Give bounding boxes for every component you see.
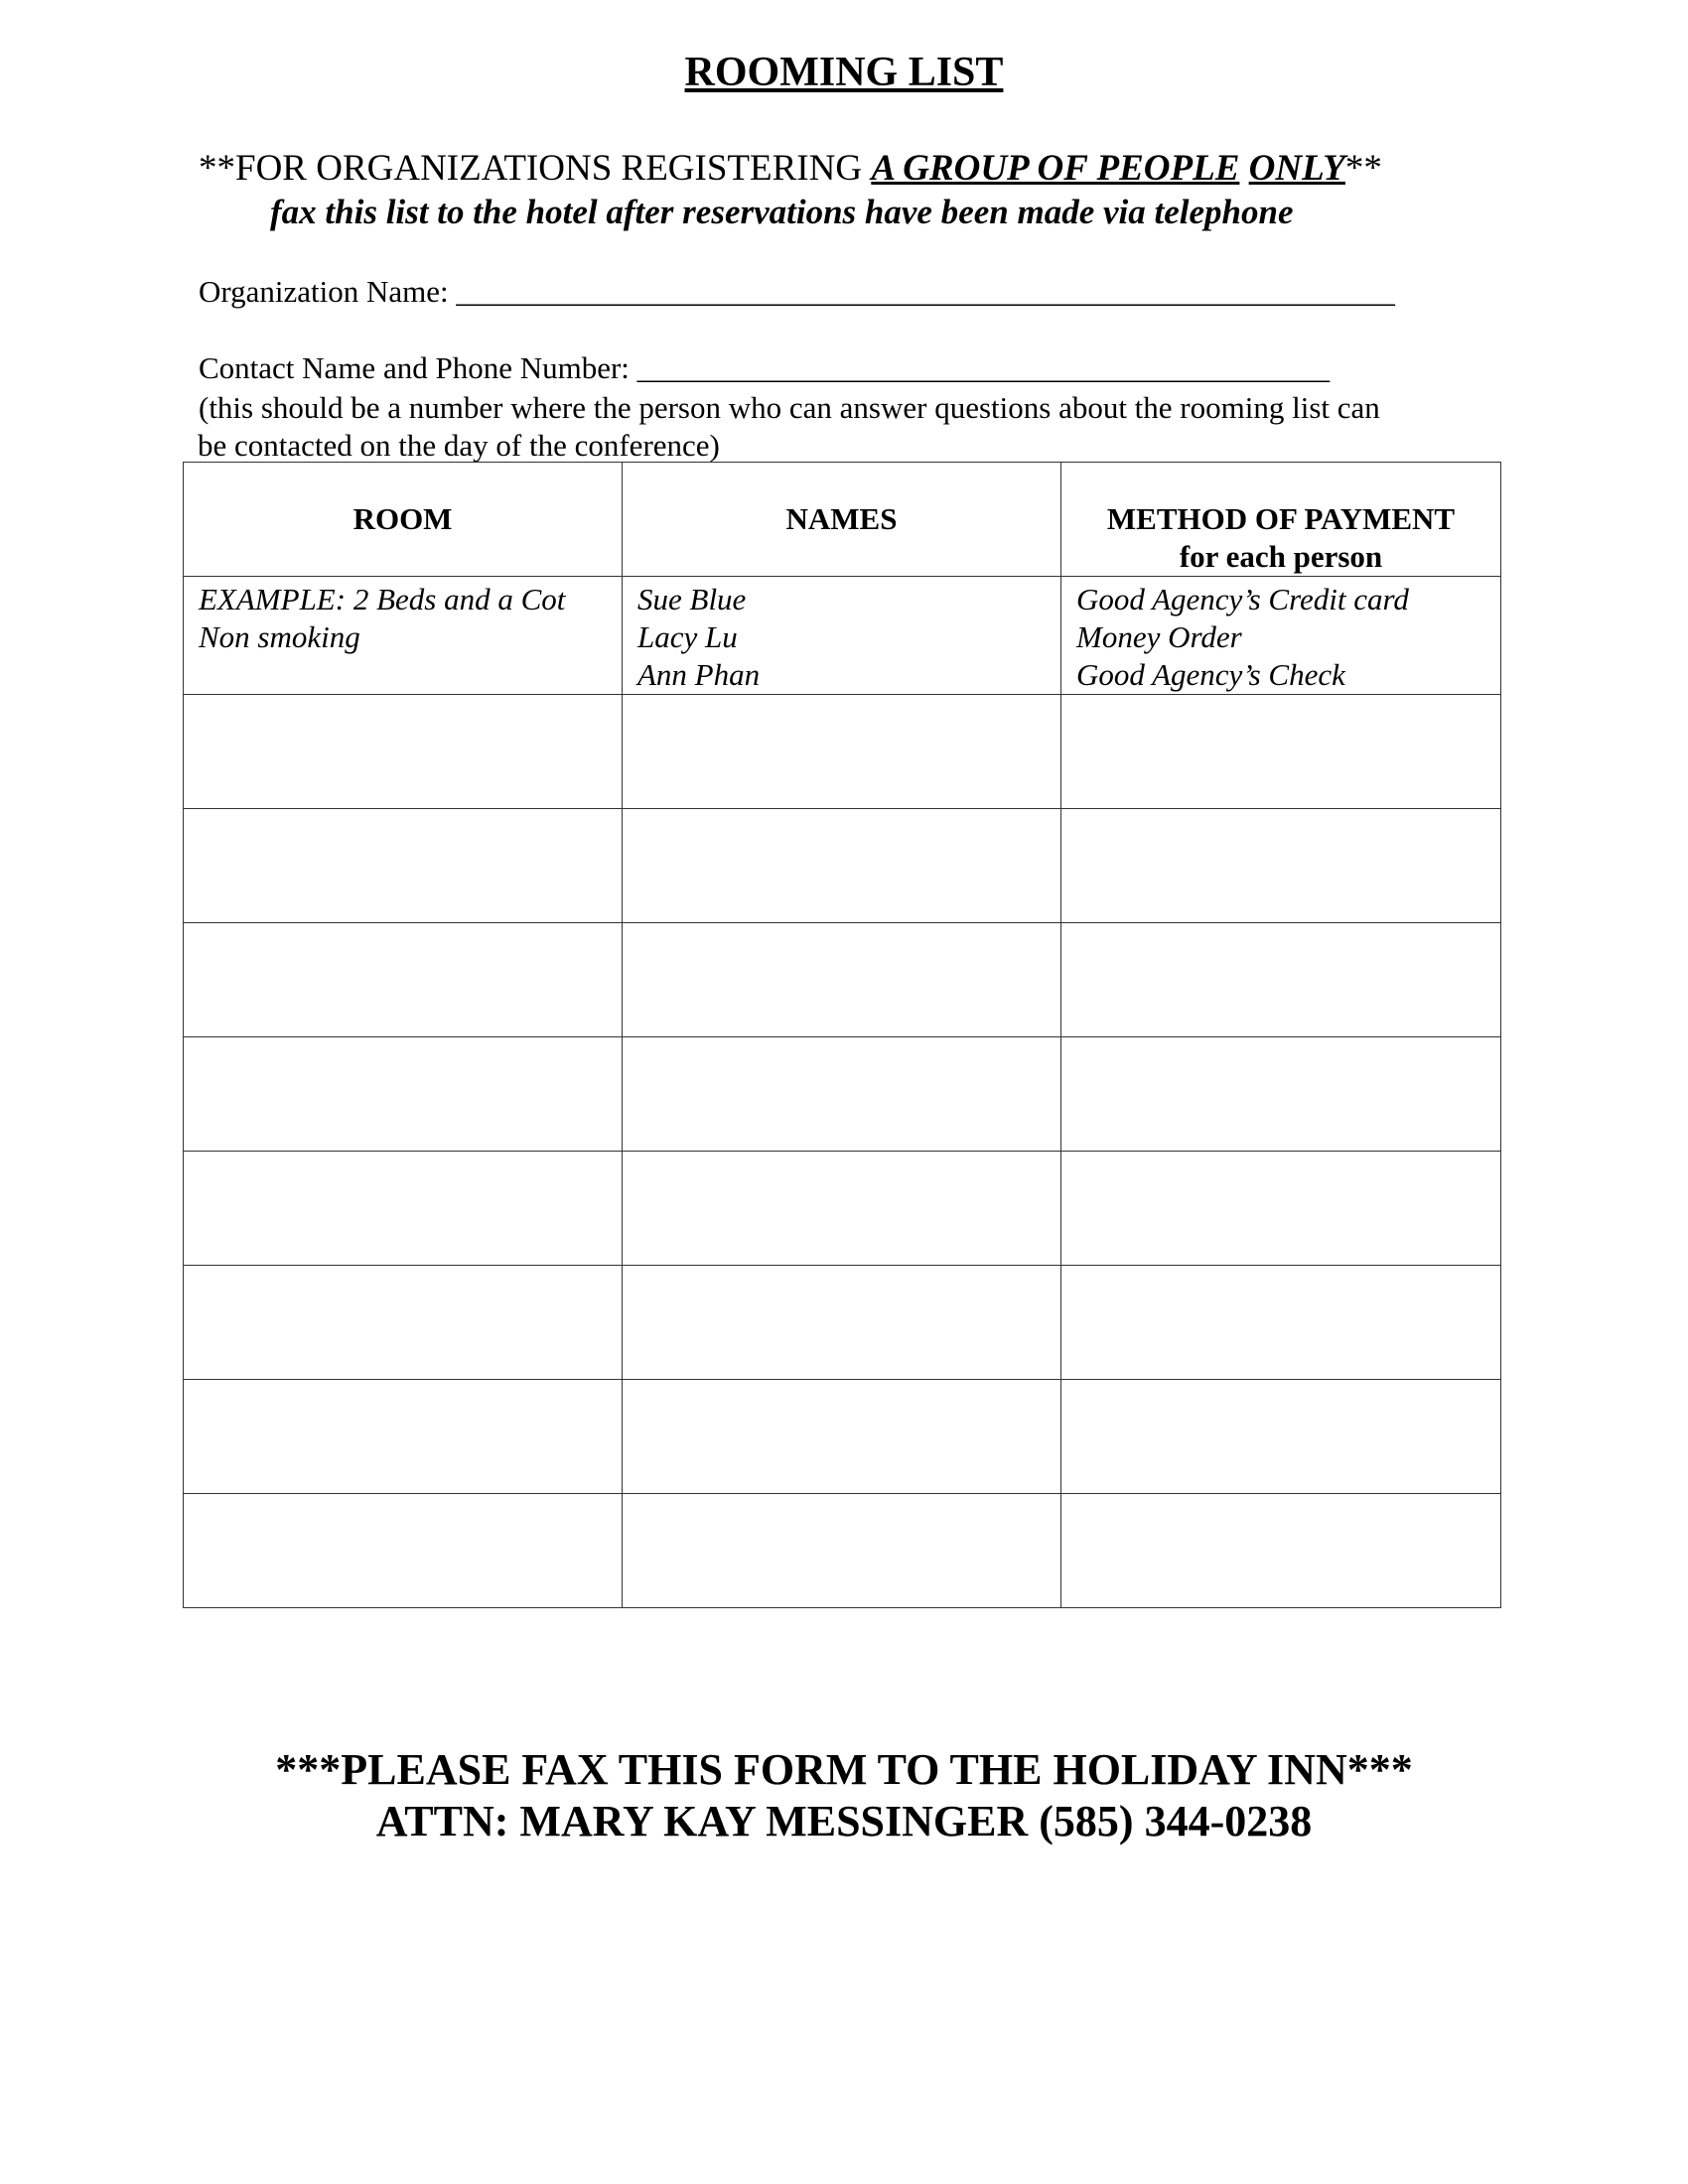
names-entry-cell[interactable]: [623, 923, 1061, 1037]
notice-emphasis-only: ONLY: [1248, 148, 1345, 189]
fax-footer-line-2: ATTN: MARY KAY MESSINGER (585) 344-0238: [375, 1797, 1313, 1845]
table-row: [184, 1037, 1501, 1152]
names-entry-cell[interactable]: [623, 1494, 1061, 1608]
table-header-row: [184, 463, 1501, 577]
payment-entry-cell[interactable]: [1061, 1037, 1501, 1152]
rooming-table: [183, 462, 1501, 1608]
organization-name-blank[interactable]: _____________________________________________________________: [456, 274, 1395, 309]
example-name-line: Sue Blue: [637, 582, 747, 616]
example-room-line: Non smoking: [199, 619, 360, 654]
notice-space: [1239, 148, 1248, 189]
payment-header-main: METHOD OF PAYMENT: [1106, 501, 1456, 536]
room-entry-cell[interactable]: [184, 1037, 623, 1152]
names-entry-cell[interactable]: [623, 1266, 1061, 1380]
room-entry-cell[interactable]: [184, 1152, 623, 1266]
group-registration-notice: [199, 149, 1382, 190]
contact-note-line-2: be contacted on the day of the conference): [198, 428, 720, 463]
example-name-line: Ann Phan: [637, 657, 761, 692]
example-names-cell: [623, 577, 1061, 695]
room-entry-cell[interactable]: [184, 1494, 623, 1608]
page-title: ROOMING LIST: [684, 50, 1004, 95]
room-entry-cell[interactable]: [184, 1380, 623, 1494]
example-payment-line: Money Order: [1076, 619, 1242, 654]
table-row: [184, 695, 1501, 809]
names-entry-cell[interactable]: [623, 1152, 1061, 1266]
payment-entry-cell[interactable]: [1061, 923, 1501, 1037]
example-payment-line: Good Agency’s Check: [1076, 657, 1345, 692]
table-row: [184, 1494, 1501, 1608]
notice-prefix: **FOR ORGANIZATIONS REGISTERING: [199, 148, 872, 189]
organization-name-field: [199, 274, 1395, 310]
room-entry-cell[interactable]: [184, 809, 623, 923]
room-entry-cell[interactable]: [184, 695, 623, 809]
example-name-line: Lacy Lu: [637, 619, 738, 654]
names-entry-cell[interactable]: [623, 1380, 1061, 1494]
payment-entry-cell[interactable]: [1061, 1152, 1501, 1266]
contact-note: [199, 389, 1489, 465]
example-payment-cell: [1061, 577, 1501, 695]
notice-emphasis-group: A GROUP OF PEOPLE: [871, 148, 1240, 189]
example-row: [184, 577, 1501, 695]
room-entry-cell[interactable]: [184, 1266, 623, 1380]
payment-entry-cell[interactable]: [1061, 695, 1501, 809]
fax-instruction: fax this list to the hotel after reservations have been made via telephone: [270, 193, 1294, 231]
notice-suffix: **: [1344, 148, 1382, 189]
contact-note-line-1: (this should be a number where the person who can answer questions about the rooming list can: [199, 390, 1380, 425]
names-entry-cell[interactable]: [623, 695, 1061, 809]
fax-footer-line-1: ***PLEASE FAX THIS FORM TO THE HOLIDAY INN***: [275, 1745, 1413, 1794]
payment-header-sub: for each person: [1179, 539, 1383, 574]
organization-name-label: Organization Name:: [199, 274, 457, 309]
table-row: [184, 1266, 1501, 1380]
table-row: [184, 1152, 1501, 1266]
table-row: [184, 1380, 1501, 1494]
payment-entry-cell[interactable]: [1061, 809, 1501, 923]
room-entry-cell[interactable]: [184, 923, 623, 1037]
names-entry-cell[interactable]: [623, 1037, 1061, 1152]
payment-column-header: [1061, 463, 1501, 577]
table-row: [184, 809, 1501, 923]
payment-entry-cell[interactable]: [1061, 1380, 1501, 1494]
table-row: [184, 923, 1501, 1037]
payment-entry-cell[interactable]: [1061, 1494, 1501, 1608]
names-entry-cell[interactable]: [623, 809, 1061, 923]
example-room-line: EXAMPLE: 2 Beds and a Cot: [199, 582, 566, 616]
contact-field: [199, 350, 1330, 386]
example-payment-line: Good Agency’s Credit card: [1076, 582, 1409, 616]
room-column-header: ROOM: [184, 463, 623, 577]
names-column-header: NAMES: [623, 463, 1061, 577]
contact-blank[interactable]: _____________________________________________: [636, 350, 1331, 385]
payment-entry-cell[interactable]: [1061, 1266, 1501, 1380]
contact-label: Contact Name and Phone Number:: [199, 350, 637, 385]
example-room-cell: [184, 577, 623, 695]
